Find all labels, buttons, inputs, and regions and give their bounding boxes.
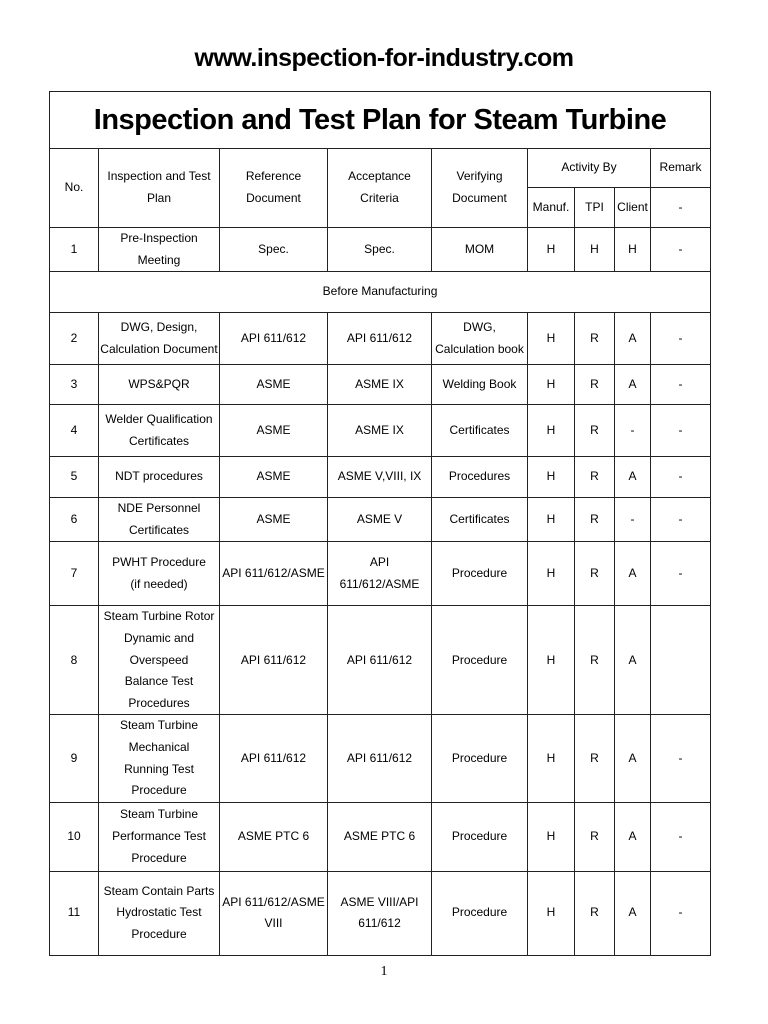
header-plan: Inspection and Test Plan: [99, 149, 220, 228]
section-label: Before Manufacturing: [50, 272, 711, 313]
reference-document: Spec.: [220, 228, 328, 272]
acceptance-criteria: ASME PTC 6: [328, 802, 432, 871]
row-number: 4: [50, 405, 99, 457]
row-number: 9: [50, 715, 99, 802]
remark: -: [651, 871, 711, 955]
activity-tpi: R: [575, 498, 615, 542]
acceptance-criteria: API 611/612: [328, 313, 432, 365]
activity-client: -: [615, 498, 651, 542]
row-number: 7: [50, 542, 99, 606]
activity-manuf: H: [528, 715, 575, 802]
table-row: [50, 871, 711, 955]
inspection-item: Welder Qualification Certificates: [99, 405, 220, 457]
inspection-item: WPS&PQR: [99, 365, 220, 405]
header-acceptance-criteria: Acceptance Criteria: [328, 149, 432, 228]
reference-document: ASME: [220, 457, 328, 498]
header-tpi: TPI: [575, 188, 615, 228]
row-number: 3: [50, 365, 99, 405]
row-number: 2: [50, 313, 99, 365]
table-row: [50, 498, 711, 542]
activity-client: A: [615, 365, 651, 405]
verifying-document: Procedure: [432, 871, 528, 955]
page-number: 1: [380, 964, 388, 979]
activity-client: H: [615, 228, 651, 272]
remark: -: [651, 313, 711, 365]
activity-client: A: [615, 802, 651, 871]
row-number: 6: [50, 498, 99, 542]
table-row: [50, 606, 711, 715]
activity-tpi: H: [575, 228, 615, 272]
header-no: No.: [50, 149, 99, 228]
verifying-document: Welding Book: [432, 365, 528, 405]
acceptance-criteria: API 611/612: [328, 606, 432, 715]
acceptance-criteria: ASME V,VIII, IX: [328, 457, 432, 498]
activity-manuf: H: [528, 871, 575, 955]
remark: -: [651, 405, 711, 457]
activity-manuf: H: [528, 313, 575, 365]
remark: -: [651, 498, 711, 542]
activity-tpi: R: [575, 457, 615, 498]
acceptance-criteria: API 611/612: [328, 715, 432, 802]
table-row: [50, 802, 711, 871]
header-manuf: Manuf.: [528, 188, 575, 228]
table-row: [50, 313, 711, 365]
activity-manuf: H: [528, 802, 575, 871]
row-number: 5: [50, 457, 99, 498]
table-row: [50, 365, 711, 405]
table-row: [50, 405, 711, 457]
remark: -: [651, 457, 711, 498]
reference-document: API 611/612/ASME: [220, 542, 328, 606]
inspection-item: DWG, Design, Calculation Document: [99, 313, 220, 365]
verifying-document: Procedure: [432, 542, 528, 606]
row-number: 10: [50, 802, 99, 871]
row-number: 8: [50, 606, 99, 715]
verifying-document: Procedure: [432, 802, 528, 871]
inspection-item: PWHT Procedure (if needed): [99, 542, 220, 606]
verifying-document: DWG, Calculation book: [432, 313, 528, 365]
acceptance-criteria: ASME IX: [328, 405, 432, 457]
activity-tpi: R: [575, 313, 615, 365]
reference-document: ASME PTC 6: [220, 802, 328, 871]
page-title: Inspection and Test Plan for Steam Turbine: [50, 92, 711, 149]
verifying-document: Procedure: [432, 715, 528, 802]
site-url: www.inspection-for-industry.com: [194, 44, 574, 72]
activity-client: A: [615, 606, 651, 715]
row-number: 11: [50, 871, 99, 955]
activity-manuf: H: [528, 405, 575, 457]
remark: [651, 606, 711, 715]
reference-document: API 611/612: [220, 313, 328, 365]
section-row: [50, 272, 711, 313]
header-row: [50, 149, 711, 188]
activity-client: A: [615, 871, 651, 955]
title-row: [50, 92, 711, 149]
activity-client: A: [615, 457, 651, 498]
remark: -: [651, 802, 711, 871]
reference-document: ASME: [220, 498, 328, 542]
acceptance-criteria: API 611/612/ASME: [328, 542, 432, 606]
activity-client: -: [615, 405, 651, 457]
activity-tpi: R: [575, 871, 615, 955]
activity-tpi: R: [575, 715, 615, 802]
acceptance-criteria: ASME V: [328, 498, 432, 542]
verifying-document: Certificates: [432, 498, 528, 542]
table-row: [50, 228, 711, 272]
reference-document: API 611/612: [220, 606, 328, 715]
activity-tpi: R: [575, 802, 615, 871]
header-verifying-document: Verifying Document: [432, 149, 528, 228]
acceptance-criteria: ASME IX: [328, 365, 432, 405]
activity-tpi: R: [575, 405, 615, 457]
inspection-item: Steam Turbine Performance Test Procedure: [99, 802, 220, 871]
row-number: 1: [50, 228, 99, 272]
activity-client: A: [615, 542, 651, 606]
acceptance-criteria: ASME VIII/API 611/612: [328, 871, 432, 955]
activity-client: A: [615, 715, 651, 802]
inspection-item: Steam Turbine Rotor Dynamic and Overspeed Balance Test Procedures: [99, 606, 220, 715]
inspection-item: Pre-Inspection Meeting: [99, 228, 220, 272]
reference-document: ASME: [220, 405, 328, 457]
verifying-document: Procedures: [432, 457, 528, 498]
inspection-test-plan-table: [49, 91, 711, 956]
inspection-item: Steam Contain Parts Hydrostatic Test Procedure: [99, 871, 220, 955]
inspection-item: NDE Personnel Certificates: [99, 498, 220, 542]
activity-tpi: R: [575, 606, 615, 715]
activity-tpi: R: [575, 365, 615, 405]
reference-document: API 611/612/ASME VIII: [220, 871, 328, 955]
table-row: [50, 457, 711, 498]
inspection-item: NDT procedures: [99, 457, 220, 498]
activity-manuf: H: [528, 606, 575, 715]
remark: -: [651, 542, 711, 606]
remark: -: [651, 715, 711, 802]
header-remark-sub: -: [651, 188, 711, 228]
remark: -: [651, 365, 711, 405]
header-client: Client: [615, 188, 651, 228]
activity-manuf: H: [528, 228, 575, 272]
verifying-document: Procedure: [432, 606, 528, 715]
reference-document: API 611/612: [220, 715, 328, 802]
acceptance-criteria: Spec.: [328, 228, 432, 272]
activity-manuf: H: [528, 542, 575, 606]
activity-client: A: [615, 313, 651, 365]
inspection-item: Steam Turbine Mechanical Running Test Procedure: [99, 715, 220, 802]
reference-document: ASME: [220, 365, 328, 405]
activity-manuf: H: [528, 457, 575, 498]
header-activity-by: Activity By: [528, 149, 651, 188]
verifying-document: MOM: [432, 228, 528, 272]
table-row: [50, 715, 711, 802]
table-row: [50, 542, 711, 606]
activity-tpi: R: [575, 542, 615, 606]
activity-manuf: H: [528, 498, 575, 542]
verifying-document: Certificates: [432, 405, 528, 457]
header-remark: Remark: [651, 149, 711, 188]
remark: -: [651, 228, 711, 272]
header-reference-document: Reference Document: [220, 149, 328, 228]
activity-manuf: H: [528, 365, 575, 405]
